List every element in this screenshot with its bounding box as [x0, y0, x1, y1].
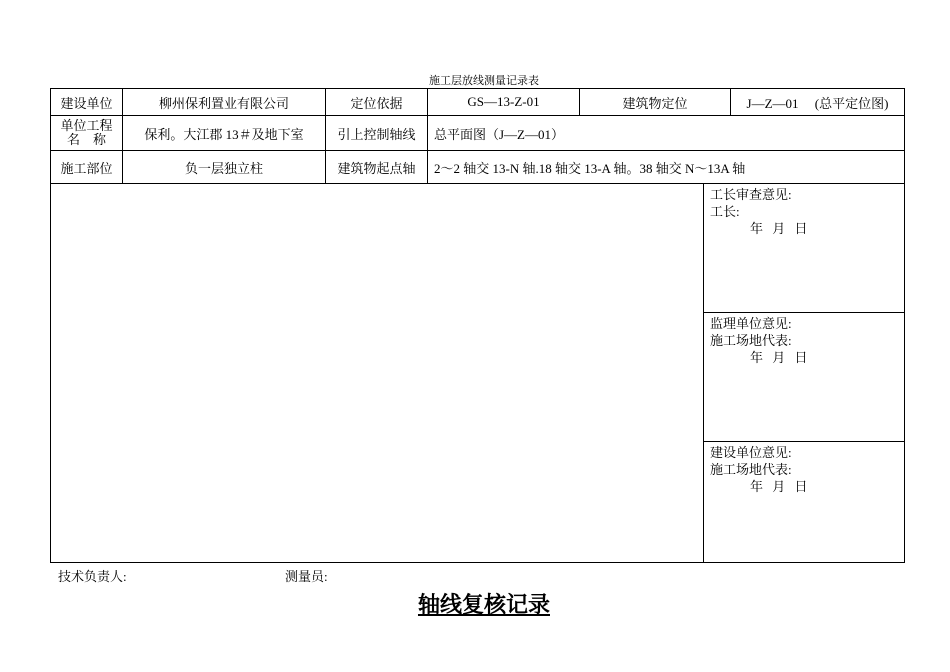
starting-axis-label: 建筑物起点轴: [326, 151, 428, 184]
table-row: [51, 89, 905, 116]
tech-lead-signature-label: 技术负责人:: [58, 569, 127, 584]
building-positioning-value: J—Z—01 (总平定位图): [731, 89, 905, 116]
owner-date: 年 月 日: [750, 479, 808, 494]
supervision-opinion-box: [704, 313, 904, 442]
project-name-value: 保利。大江郡 13＃及地下室: [123, 116, 326, 151]
document-title: 施工层放线测量记录表: [429, 75, 539, 87]
foreman-opinion-box: [704, 184, 904, 313]
supervision-representative-label: 施工场地代表:: [710, 333, 792, 348]
table-row: [51, 116, 905, 151]
section-heading: 轴线复核记录: [417, 593, 550, 618]
foreman-opinion-title: 工长审查意见:: [710, 187, 792, 202]
owner-representative-label: 施工场地代表:: [710, 462, 792, 477]
surveyor-signature-label: 测量员:: [285, 569, 328, 584]
control-axis-label: 引上控制轴线: [326, 116, 428, 151]
construction-part-value: 负一层独立柱: [123, 151, 326, 184]
opinions-column: [704, 184, 905, 563]
table-row: [51, 184, 905, 563]
supervision-opinion-title: 监理单位意见:: [710, 316, 792, 331]
foreman-date: 年 月 日: [750, 221, 808, 236]
supervision-date: 年 月 日: [750, 350, 808, 365]
building-positioning-label: 建筑物定位: [580, 89, 731, 116]
owner-opinion-box: [704, 442, 904, 562]
foreman-signature-label: 工长:: [710, 204, 740, 219]
construction-part-label: 施工部位: [51, 151, 123, 184]
table-row: [51, 151, 905, 184]
construction-unit-value: 柳州保利置业有限公司: [123, 89, 326, 116]
survey-record-table: [50, 88, 905, 563]
positioning-basis-label: 定位依据: [326, 89, 428, 116]
project-name-label: 单位工程名 称: [51, 116, 123, 151]
owner-opinion-title: 建设单位意见:: [710, 445, 792, 460]
positioning-basis-value: GS—13-Z-01: [428, 89, 580, 116]
construction-unit-label: 建设单位: [51, 89, 123, 116]
starting-axis-value: 2～2 轴交 13-N 轴.18 轴交 13-A 轴。38 轴交 N～13A 轴: [428, 151, 905, 184]
sketch-area: [51, 184, 704, 563]
control-axis-value: 总平面图（J—Z—01）: [428, 116, 905, 151]
